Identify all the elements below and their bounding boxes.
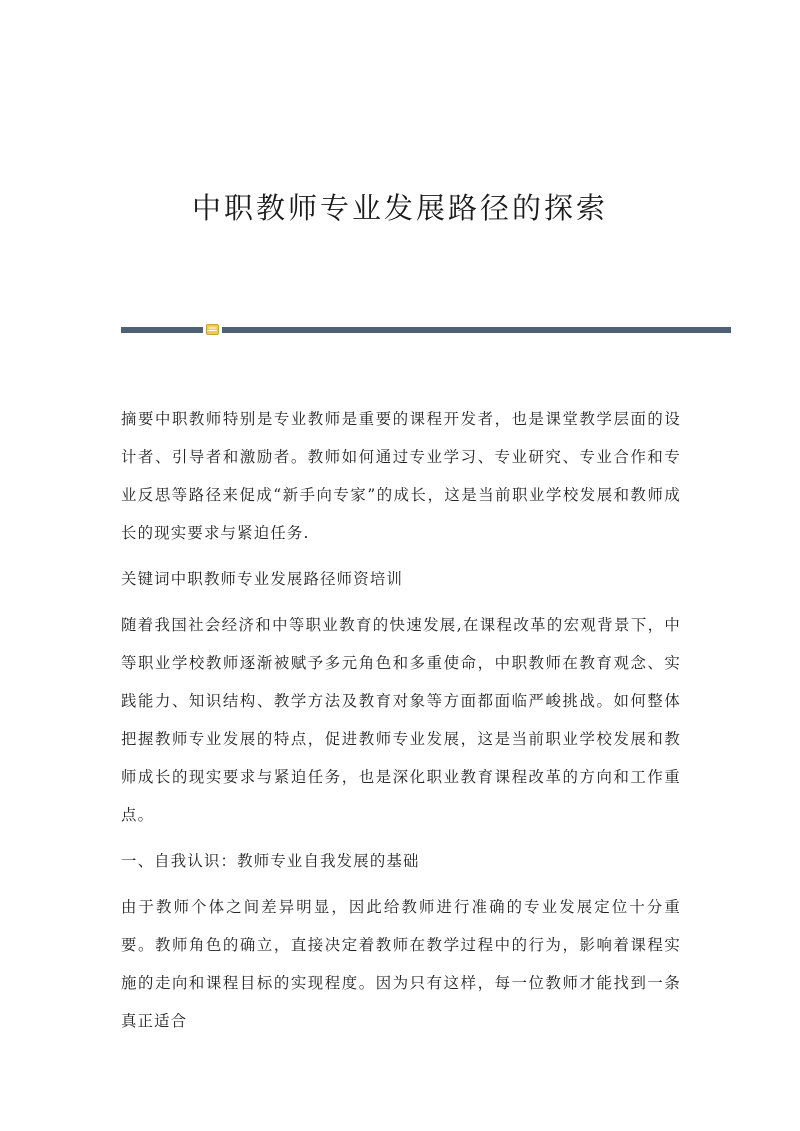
intro-paragraph: 随着我国社会经济和中等职业教育的快速发展,在课程改革的宏观背景下，中等职业学校教师逐渐被赋予多元角色和多重使命，中职教师在教育观念、实践能力、知识结构、教学方法及教育对象等方面都面临严峻挑战。如何整体把握教师专业发展的特点，促进教师专业发展，这是当前职业学校发展和教师成长的现实要求与紧迫任务，也是深化职业教育课程改革的方向和工作重点。 bbox=[121, 616, 681, 824]
keywords-paragraph: 关键词中职教师专业发展路径师资培训 bbox=[121, 570, 404, 588]
document-body bbox=[121, 400, 681, 1048]
divider-bar-left bbox=[121, 327, 203, 333]
document-title: 中职教师专业发展路径的探索 bbox=[191, 191, 608, 225]
section-heading: 一、自我认识：教师专业自我发展的基础 bbox=[121, 852, 420, 870]
divider-bar-right bbox=[222, 327, 731, 333]
section-paragraph: 由于教师个体之间差异明显，因此给教师进行准确的专业发展定位十分重要。教师角色的确立，直接决定着教师在教学过程中的行为，影响着课程实施的走向和课程目标的实现程度。因为只有这样，每一位教师才能找到一条真正适合 bbox=[121, 898, 681, 1030]
title-divider bbox=[121, 323, 731, 335]
abstract-paragraph: 摘要中职教师特别是专业教师是重要的课程开发者，也是课堂教学层面的设计者、引导者和激励者。教师如何通过专业学习、专业研究、专业合作和专业反思等路径来促成“新手向专家”的成长，这是当前职业学校发展和教师成长的现实要求与紧迫任务. bbox=[121, 410, 681, 542]
book-icon bbox=[206, 324, 219, 335]
